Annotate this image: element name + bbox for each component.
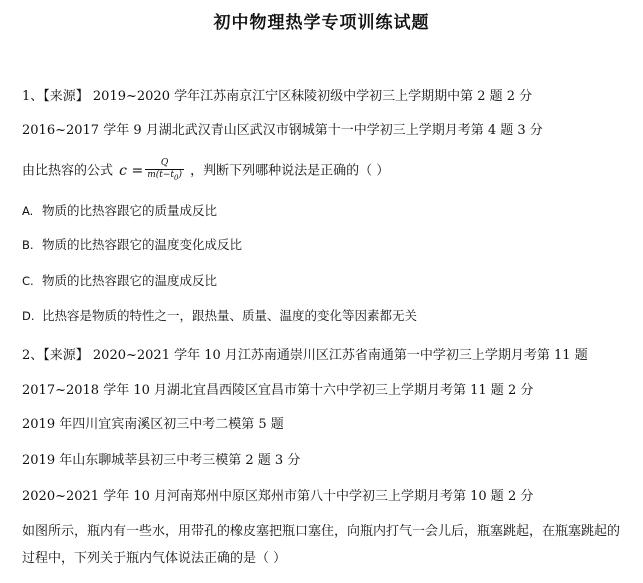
q1-option-c: C. 物质的比热容跟它的温度成反比 [22, 273, 218, 288]
q2-source-line-5: 2020~2021 学年 10 月河南郑州中原区郑州市第八十中学初三上学期月考第 10 题 2 分 [22, 489, 534, 504]
formula-numerator: Q [160, 158, 169, 168]
q2-source-line-4: 2019 年山东聊城莘县初三中考三模第 2 题 3 分 [22, 453, 301, 468]
document-title: 初中物理热学专项训练试题 [213, 13, 430, 33]
q1-option-a: A. 物质的比热容跟它的质量成反比 [22, 203, 218, 218]
q2-source-line-1: 2、【来源】 2020~2021 学年 10 月江苏南通崇川区江苏省南通第一中学初三上学期月考第 11 题 [22, 348, 588, 363]
formula-fraction [145, 158, 184, 184]
q2-stem: 如图所示，瓶内有一些水，用带孔的橡皮塞把瓶口塞住，向瓶内打气一会儿后，瓶塞跳起，在瓶塞跳起的过程中，下列关于瓶内气体说法正确的是（ ） [22, 524, 621, 566]
specific-heat-formula [119, 158, 184, 184]
q1-source-line-1: 1、【来源】 2019~2020 学年江苏南京江宁区秣陵初级中学初三上学期期中第 2 题 2 分 [22, 89, 533, 104]
q1-stem-prefix: 由比热容的公式 [22, 163, 114, 179]
q2-source-line-3: 2019 年四川宜宾南溪区初三中考二模第 5 题 [22, 417, 284, 432]
formula-denominator: $m(t-t_0)$ [147, 170, 182, 182]
q2-source-line-2: 2017~2018 学年 10 月湖北宜昌西陵区宜昌市第十六中学初三上学期月考第 11 题 2 分 [22, 383, 534, 398]
q1-stem-suffix: ，判断下列哪种说法是正确的（ ） [190, 163, 390, 179]
q1-option-d: D. 比热容是物质的特性之一，跟热量、质量、温度的变化等因素都无关 [22, 308, 418, 323]
formula-lhs: c = [119, 162, 144, 179]
q1-option-b: B. 物质的比热容跟它的温度变化成反比 [22, 237, 243, 252]
q1-source-line-2: 2016~2017 学年 9 月湖北武汉青山区武汉市钢城第十一中学初三上学期月考第 4 题 3 分 [22, 123, 543, 138]
q1-stem [22, 158, 389, 184]
